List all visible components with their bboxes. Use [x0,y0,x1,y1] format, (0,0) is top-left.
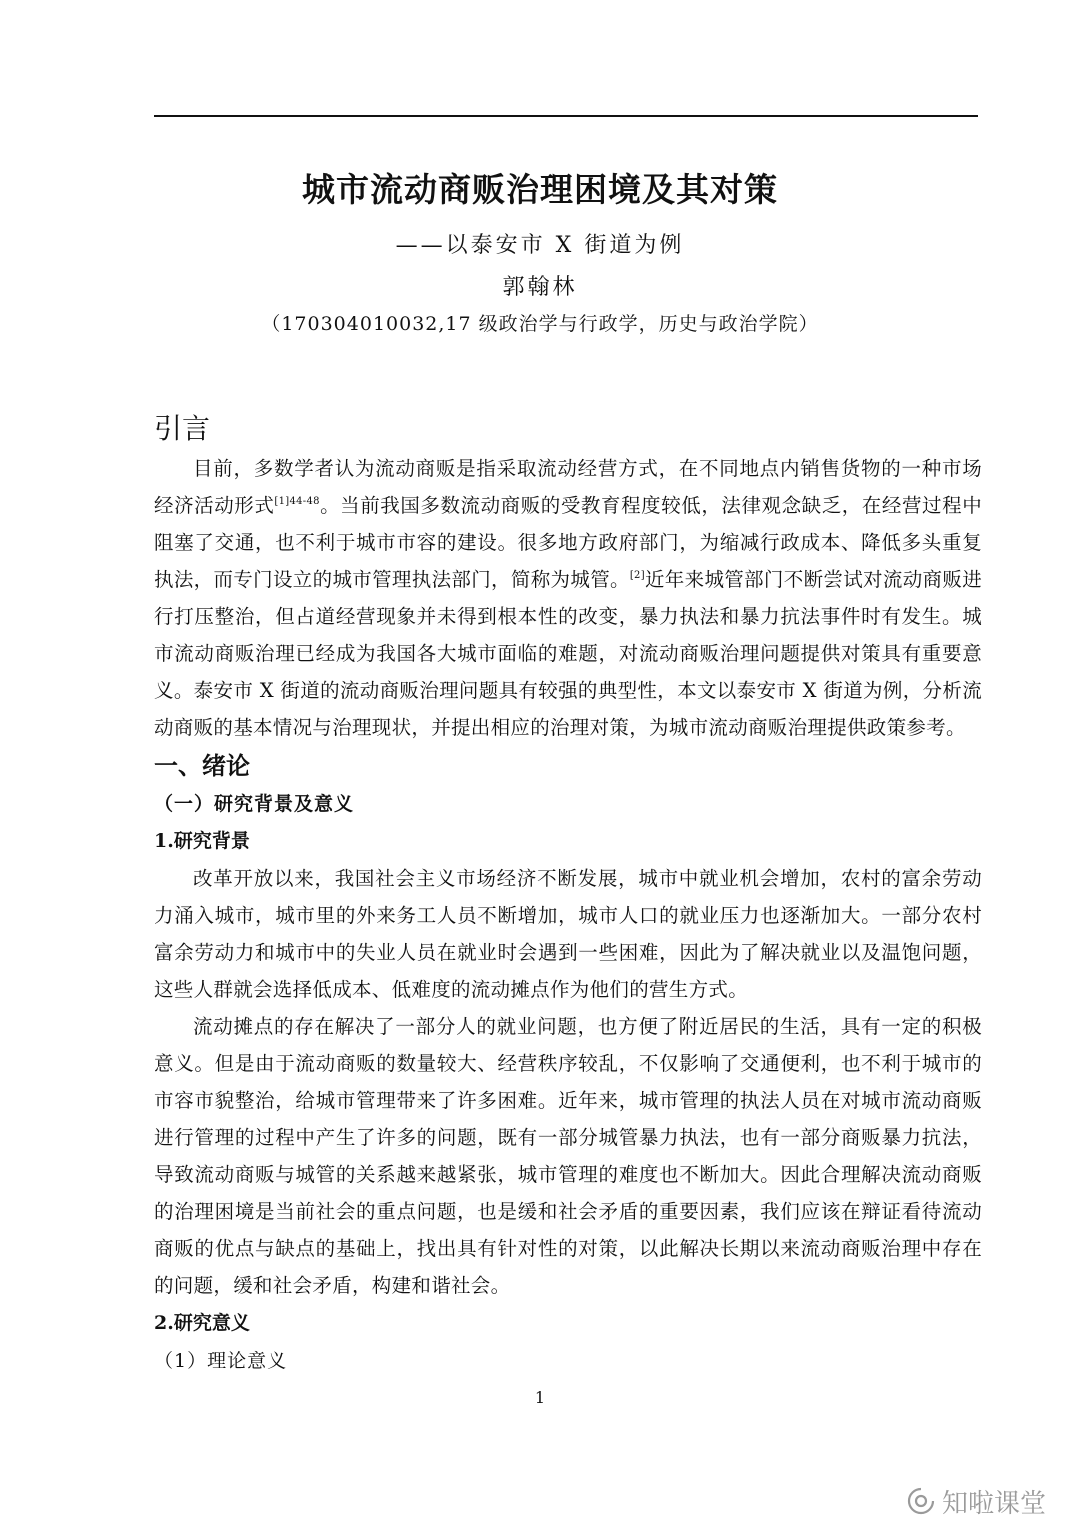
intro-text-1: 目前，多数学者认为流动商贩是指采取流动经营方式，在不同地点内销售货物的一种市场经济活动形式 [154,457,982,517]
header-rule [154,115,978,117]
paper-body [154,408,982,1380]
citation-1: [1]44-48 [274,496,320,507]
paper-subtitle: ——以泰安市 X 街道为例 [395,233,685,258]
background-paragraph-1: 改革开放以来，我国社会主义市场经济不断发展，城市中就业机会增加，农村的富余劳动力涌入城市，城市里的外来务工人员不断增加，城市人口的就业压力也逐渐加大。一部分农村富余劳动力和城市中的失业人员在就业时会遇到一些困难，因此为了解决就业以及温饱问题，这些人群就会选择低成本、低难度的流动摊点作为他们的营生方式。 [154,867,982,1001]
intro-text-2: 。当前我国多数流动商贩的受教育程度较低，法律观念缺乏，在经营过程中阻塞了交通，也不利于城市市容的建设。很多地方政府部门，为缩减行政成本、降低多头重复执法，而专门设立的城市管理执法部门，简称为城管。 [154,494,982,591]
paper-title: 城市流动商贩治理困境及其对策 [302,170,778,209]
wechat-official-account-icon [906,1486,936,1516]
watermark-text: 知啦课堂 [942,1488,1047,1519]
theoretical-significance-heading: （1）理论意义 [154,1350,288,1372]
page-number: 1 [534,1388,546,1407]
subsection-1-heading: （一）研究背景及意义 [154,793,355,815]
research-background-heading: 1.研究背景 [154,830,250,852]
author-affiliation: （170304010032,17 级政治学与行政学，历史与政治学院） [261,313,819,335]
section-1-heading: 一、绪论 [154,751,250,780]
background-paragraph-2: 流动摊点的存在解决了一部分人的就业问题，也方便了附近居民的生活，具有一定的积极意义。但是由于流动商贩的数量较大、经营秩序较乱，不仅影响了交通便利，也不利于城市的市容市貌整治，给城市管理带来了许多困难。近年来，城市管理的执法人员在对城市流动商贩进行管理的过程中产生了许多的问题，既有一部分城管暴力执法，也有一部分商贩暴力抗法，导致流动商贩与城管的关系越来越紧张，城市管理的难度也不断加大。因此合理解决流动商贩的治理困境是当前社会的重点问题，也是缓和社会矛盾的重要因素，我们应该在辩证看待流动商贩的优点与缺点的基础上，找出具有针对性的对策，以此解决长期以来流动商贩治理中存在的问题，缓和社会矛盾，构建和谐社会。 [154,1015,982,1297]
intro-paragraph [154,450,982,746]
research-significance-heading: 2.研究意义 [154,1312,250,1334]
intro-heading: 引言 [154,412,211,445]
intro-text-3: 近年来城管部门不断尝试对流动商贩进行打压整治，但占道经营现象并未得到根本性的改变，暴力执法和暴力抗法事件时有发生。城市流动商贩治理已经成为我国各大城市面临的难题，对流动商贩治理问题提供对策具有重要意义。泰安市 X 街道的流动商贩治理问题具有较强的典型性，本文以泰安市 X 街道为例，分析流动商贩的基本情况与治理现状，并提出相应的治理对策，为城市流动商贩治理提供政策参考。 [154,568,982,739]
citation-2: [2] [629,570,645,581]
paper-author: 郭翰林 [502,275,578,300]
watermark [906,1484,1046,1518]
